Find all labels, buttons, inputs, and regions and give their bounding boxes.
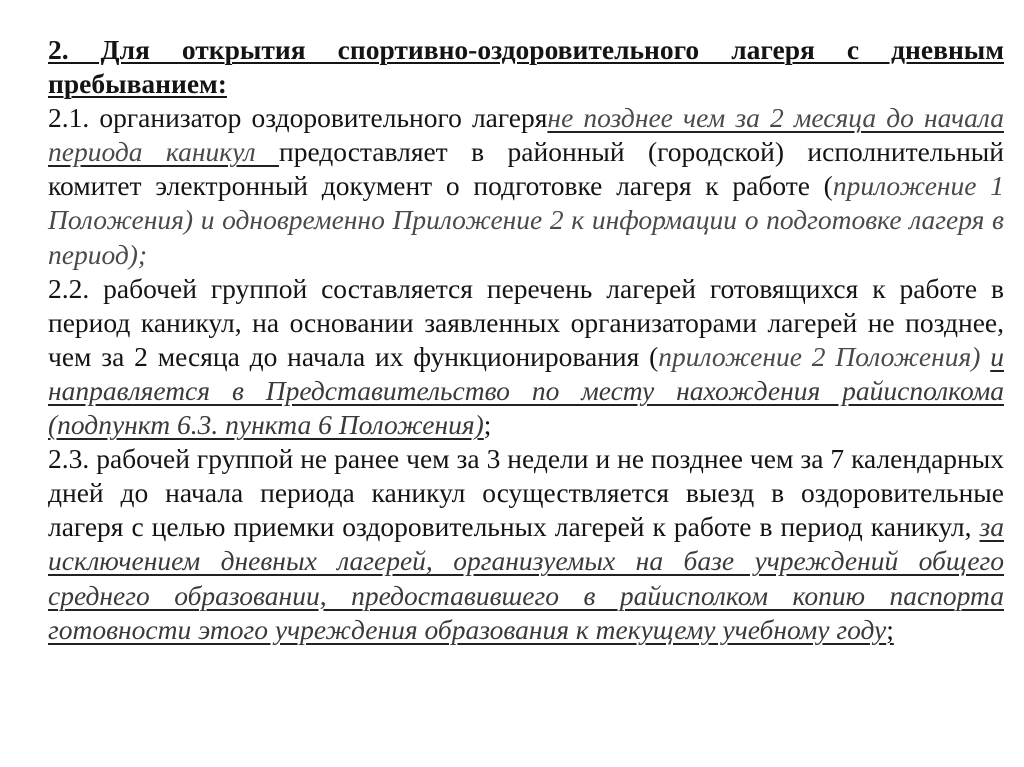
paragraph-2-3 bbox=[48, 442, 1004, 647]
p23-end: ; bbox=[886, 613, 894, 645]
document-page bbox=[48, 33, 1004, 647]
p21-body: предоставляет в районный (городской) исполнительный комитет электронный документ о подготовке лагеря к работе ( bbox=[48, 136, 1004, 202]
paragraph-2-2 bbox=[48, 272, 1004, 442]
p22-end: ; bbox=[483, 409, 492, 441]
p21-lead: 2.1. организатор оздоровительного лагеря bbox=[48, 102, 548, 134]
p21-appendix: приложение 1 Положения) и одновременно Приложение 2 к информации о подготовке лагеря в период); bbox=[48, 170, 1004, 270]
p22-space bbox=[980, 341, 990, 372]
p23-exception: за исключением дневных лагерей, организуемых на базе учреждений общего среднего образовании, предоставившего в райисполком копию паспорта готовности этого учреждения образования к текущему учебному году bbox=[48, 511, 1004, 645]
section-heading: 2. Для открытия спортивно-оздоровительного лагеря с дневным пребыванием: bbox=[48, 34, 1004, 100]
p22-appendix: приложение 2 Положения) bbox=[658, 340, 981, 372]
p22-referral: и направляется в Представительство по месту нахождения райисполкома (подпункт 6.3. пункта 6 Положения) bbox=[48, 340, 1004, 441]
p23-lead: 2.3. рабочей группой не ранее чем за 3 недели и не позднее чем за 7 календарных дней до начала периода каникул осуществляется выезд в оздоровительные лагеря с целью приемки оздоровительных лагерей к работе в период каникул, bbox=[48, 443, 1004, 543]
p21-deadline: не позднее чем за 2 месяца до начала периода каникул bbox=[48, 102, 1004, 168]
paragraph-2-1 bbox=[48, 101, 1004, 271]
p22-lead: 2.2. рабочей группой составляется перечень лагерей готовящихся к работе в период каникул, на основании заявленных организаторами лагерей не позднее, чем за 2 месяца до начала их функционирования ( bbox=[48, 272, 1004, 372]
